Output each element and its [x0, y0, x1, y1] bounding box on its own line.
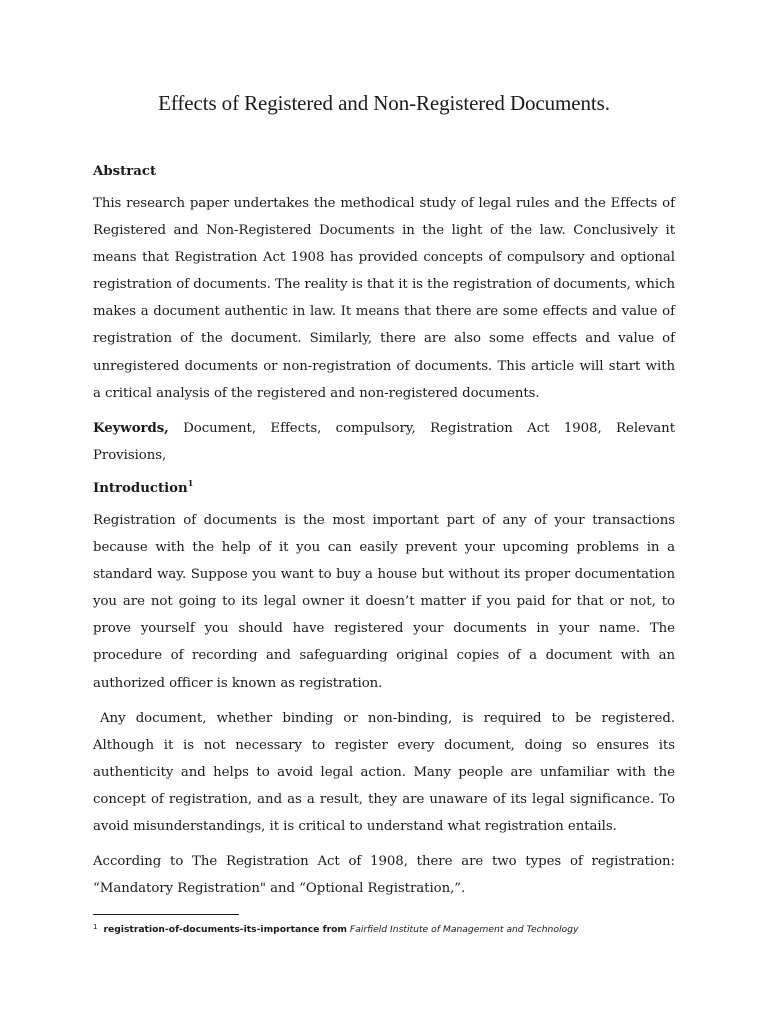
keywords-label: Keywords,	[93, 420, 169, 436]
keywords-text: Document, Effects, compulsory, Registration Act 1908, Relevant Provisions,	[93, 420, 675, 463]
abstract-heading: Abstract	[93, 164, 157, 179]
document-body	[93, 88, 675, 910]
footnote-source: registration-of-documents-its-importance from	[103, 924, 347, 935]
footnote-reference: 1	[187, 477, 194, 488]
introduction-heading-text: Introduction	[93, 480, 188, 496]
introduction-paragraph-3: According to The Registration Act of 1908, there are two types of registration: “Mandatory Registration" and “Optional Registration,”.	[93, 854, 675, 897]
keywords-line	[93, 415, 675, 469]
footnote-mark: 1	[93, 923, 98, 931]
footnote	[93, 920, 693, 937]
document-title: Effects of Registered and Non-Registered Documents.	[158, 91, 610, 115]
introduction-paragraph-1: Registration of documents is the most important part of any of your transactions because with the help of it you can easily prevent your upcoming problems in a standard way. Suppose you want to buy a house but without its proper documentation you are not going to its legal owner it doesn’t matter if you paid for that or not, to prove yourself you should have registered your documents in your name. The procedure of recording and safeguarding original copies of a document with an authorized officer is known as registration.	[93, 512, 675, 691]
introduction-paragraph-2: Any document, whether binding or non-binding, is required to be registered. Although it is not necessary to register every document, doing so ensures its authenticity and helps to avoid legal action. Many people are unfamiliar with the concept of registration, and as a result, they are unaware of its legal significance. To avoid misunderstandings, it is critical to understand what registration entails.	[93, 710, 675, 834]
abstract-text: This research paper undertakes the methodical study of legal rules and the Effects of Registered and Non-Registered Documents in the light of the law. Conclusively it means that Registration Act 1908 has provided concepts of compulsory and optional registration of documents. The reality is that it is the registration of documents, which makes a document authentic in law. It means that there are some effects and value of registration of the document. Similarly, there are also some effects and value of unregistered documents or non-registration of documents. This article will start with a critical analysis of the registered and non-registered documents.	[93, 196, 675, 401]
footnote-separator	[93, 914, 239, 915]
introduction-heading	[93, 477, 675, 501]
footnote-institution: Fairfield Institute of Management and Technology	[349, 924, 579, 935]
